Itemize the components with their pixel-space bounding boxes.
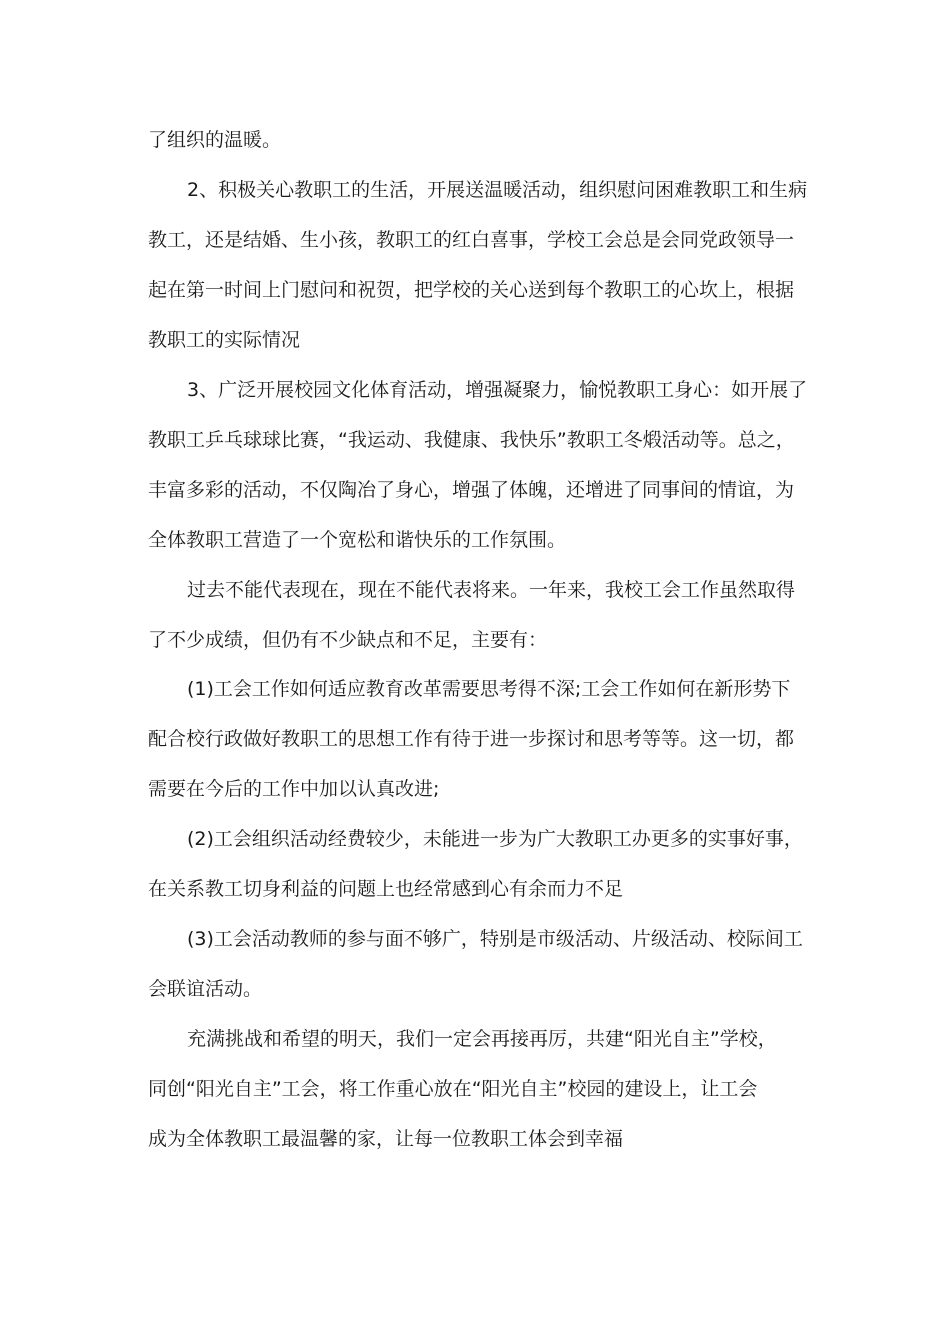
paragraph-start-line: 3、广泛开展校园文化体育活动，增强凝聚力，愉悦教职工身心：如开展了 xyxy=(187,379,808,401)
paragraph-start-line: 2、积极关心教职工的生活，开展送温暖活动，组织慰问困难教职工和生病 xyxy=(187,179,808,201)
text-line: 同创“阳光自主”工会，将工作重心放在“阳光自主”校园的建设上，让工会 xyxy=(148,1078,758,1100)
text-line: 成为全体教职工最温馨的家，让每一位教职工体会到幸福 xyxy=(148,1128,624,1150)
text-line: 教职工的实际情况 xyxy=(148,329,301,351)
text-line: 教工，还是结婚、生小孩，教职工的红白喜事，学校工会总是会同党政领导一 xyxy=(148,229,795,251)
paragraph-start-line: (2)工会组织活动经费较少，未能进一步为广大教职工办更多的实事好事， xyxy=(187,828,803,850)
text-line: 在关系教工切身利益的问题上也经常感到心有余而力不足 xyxy=(148,878,624,900)
paragraph-start-line: (1)工会工作如何适应教育改革需要思考得不深;工会工作如何在新形势下 xyxy=(187,678,791,700)
text-line: 会联谊活动。 xyxy=(148,978,263,1000)
text-line: 全体教职工营造了一个宽松和谐快乐的工作氛围。 xyxy=(148,529,567,551)
text-line: 了不少成绩，但仍有不少缺点和不足，主要有： xyxy=(148,629,548,651)
paragraph-start-line: 过去不能代表现在，现在不能代表将来。一年来，我校工会工作虽然取得 xyxy=(187,579,796,601)
text-line: 需要在今后的工作中加以认真改进; xyxy=(148,778,440,800)
paragraph-start-line: (3)工会活动教师的参与面不够广，特别是市级活动、片级活动、校际间工 xyxy=(187,928,803,950)
text-line: 教职工乒乓球球比赛，“我运动、我健康、我快乐”教职工冬煅活动等。总之， xyxy=(148,429,795,451)
paragraph-start-line: 充满挑战和希望的明天，我们一定会再接再厉，共建“阳光自主”学校， xyxy=(187,1028,777,1050)
text-line: 了组织的温暖。 xyxy=(148,129,282,151)
text-line: 丰富多彩的活动，不仅陶冶了身心，增强了体魄，还增进了同事间的情谊，为 xyxy=(148,479,795,501)
text-line: 起在第一时间上门慰问和祝贺，把学校的关心送到每个教职工的心坎上，根据 xyxy=(148,279,795,301)
text-line: 配合校行政做好教职工的思想工作有待于进一步探讨和思考等等。这一切，都 xyxy=(148,728,795,750)
